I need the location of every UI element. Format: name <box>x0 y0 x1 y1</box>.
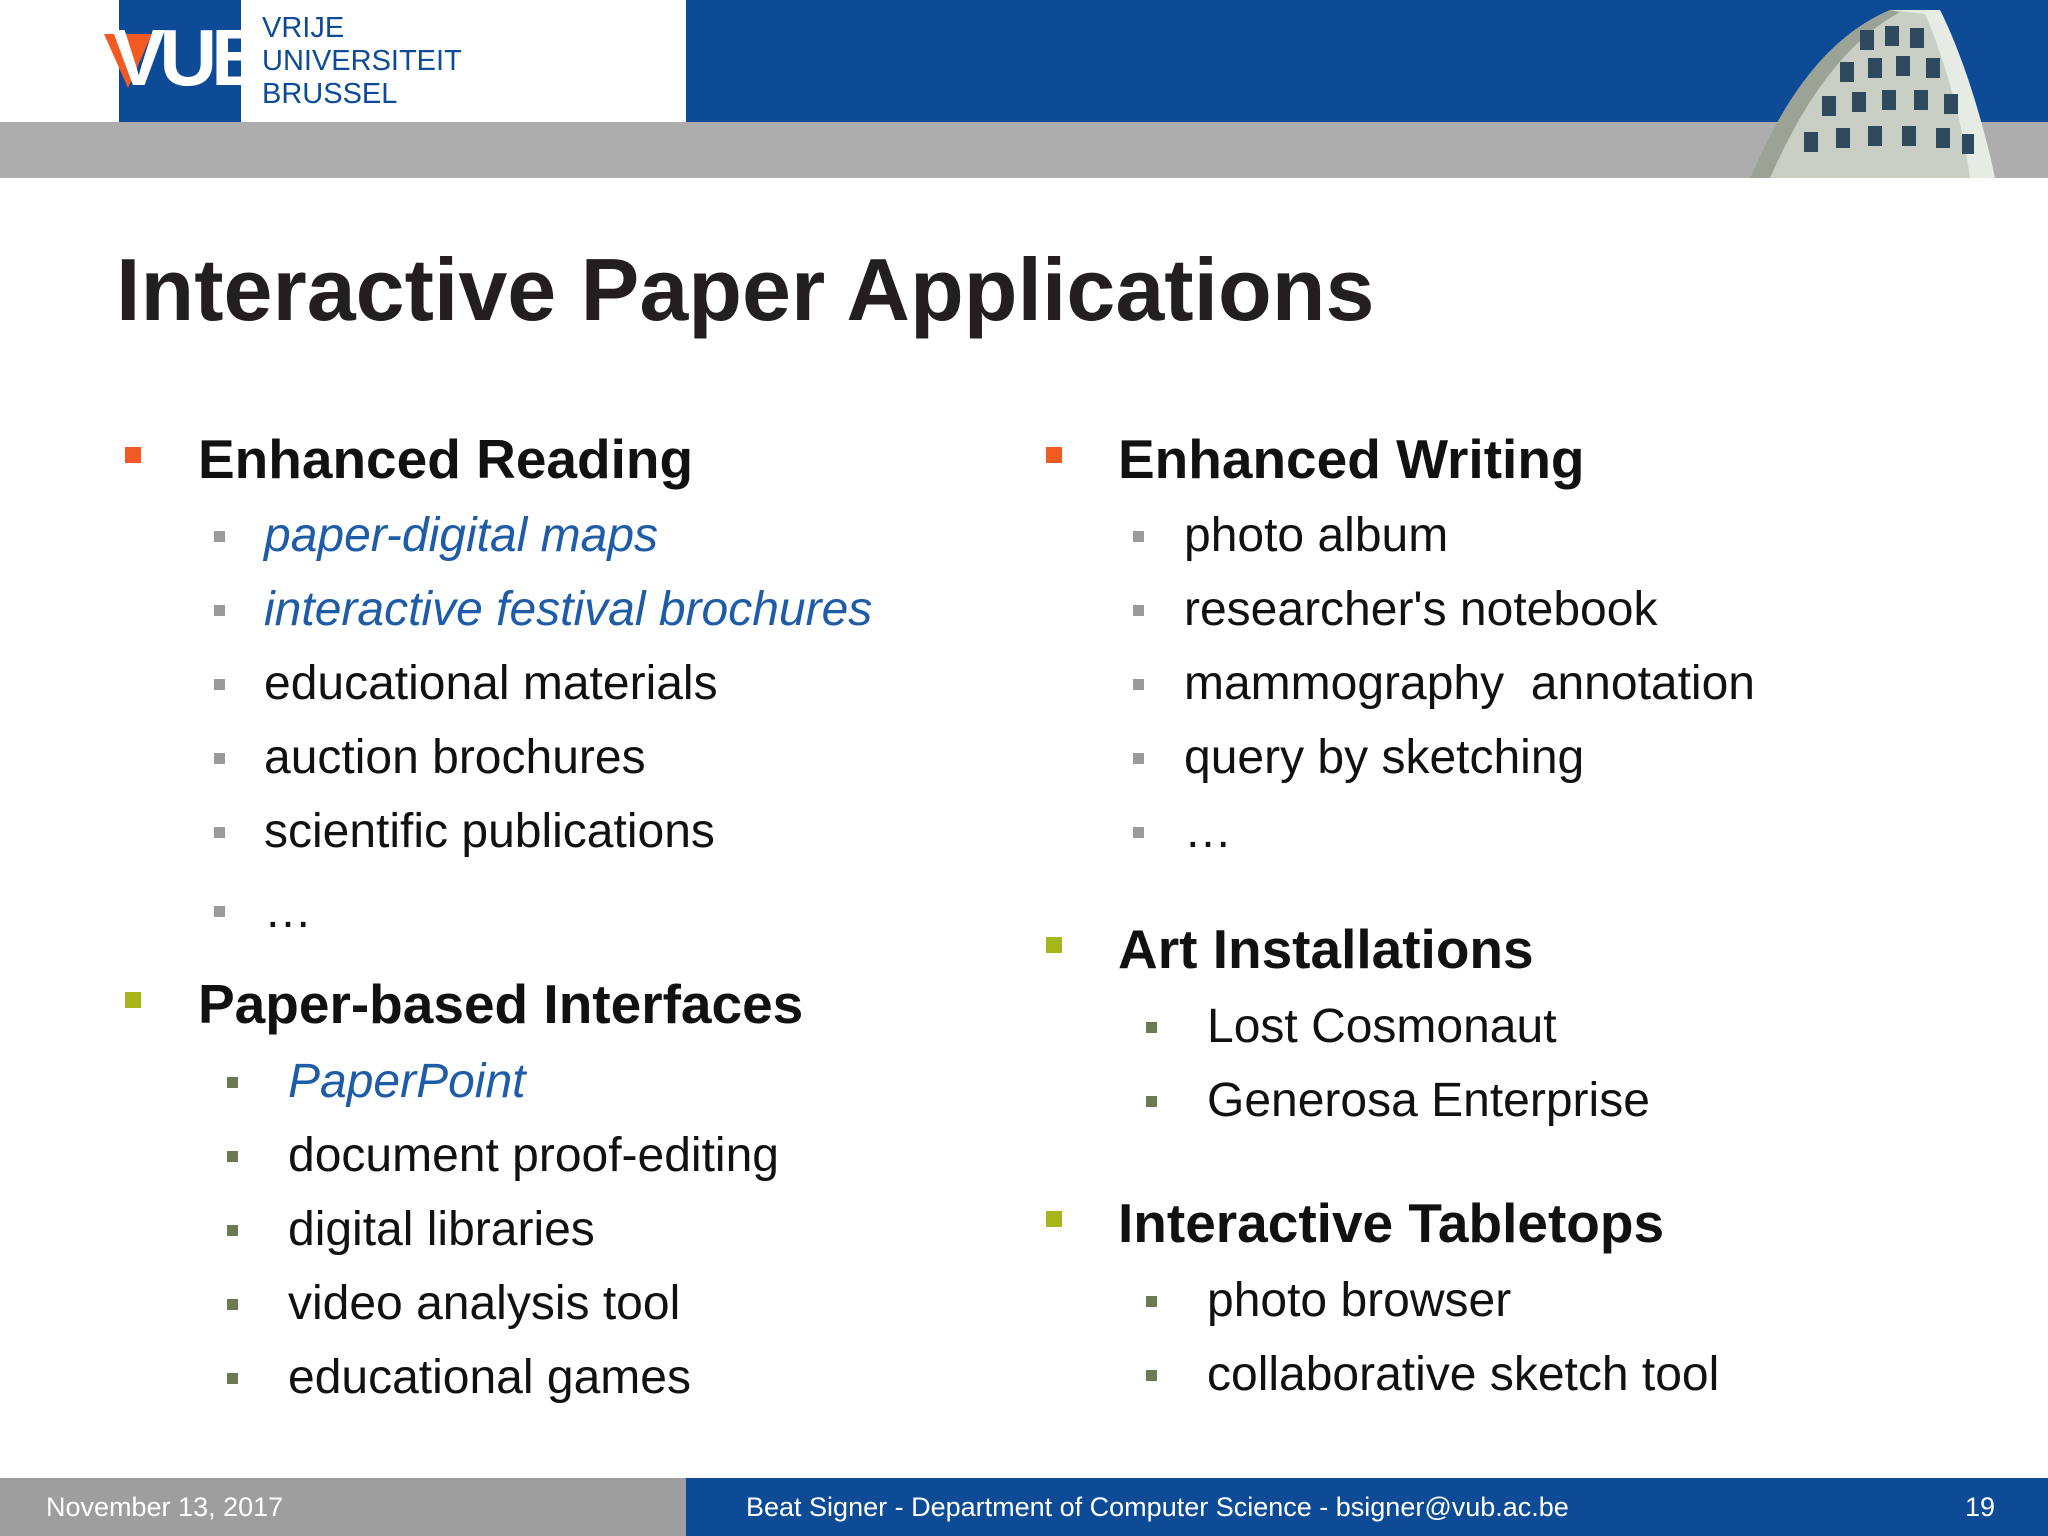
footer-date: November 13, 2017 <box>46 1492 284 1522</box>
link-paper-digital-maps[interactable]: paper-digital maps <box>264 509 659 562</box>
sub-bullet <box>1133 531 1144 542</box>
sub-bullet <box>227 1077 238 1088</box>
sub-bullet <box>1133 753 1144 764</box>
list-item: educational materials <box>264 657 718 710</box>
sub-bullet <box>1133 605 1144 616</box>
sub-bullet <box>1146 1296 1157 1307</box>
sub-bullet <box>214 827 225 838</box>
logo-line-2: UNIVERSITEIT <box>262 45 462 77</box>
heading-interactive-tabletops: Interactive Tabletops <box>1118 1192 1665 1254</box>
sub-bullet <box>1146 1096 1157 1107</box>
list-item: document proof-editing <box>288 1129 779 1182</box>
sub-bullet <box>214 679 225 690</box>
sub-bullet <box>214 753 225 764</box>
sub-bullet <box>227 1225 238 1236</box>
list-item: video analysis tool <box>288 1277 681 1330</box>
heading-paper-based-interfaces: Paper-based Interfaces <box>198 973 804 1035</box>
sub-bullet <box>214 906 225 917</box>
logo-line-1: VRIJE <box>262 12 345 44</box>
list-item: photo album <box>1184 509 1449 562</box>
vub-logo <box>0 0 686 122</box>
bullet-green <box>1046 1211 1062 1227</box>
sub-bullet <box>1133 827 1144 838</box>
list-item-ellipsis: … <box>1184 805 1232 858</box>
heading-enhanced-reading: Enhanced Reading <box>198 428 694 490</box>
slide-title: Interactive Paper Applications <box>116 240 1375 339</box>
sub-bullet <box>227 1151 238 1162</box>
list-item: photo browser <box>1207 1274 1512 1327</box>
sub-bullet <box>1146 1370 1157 1381</box>
list-item: researcher's notebook <box>1184 583 1658 636</box>
list-item: Lost Cosmonaut <box>1207 1000 1557 1053</box>
sub-bullet <box>1146 1022 1157 1033</box>
link-interactive-festival-brochures[interactable]: interactive festival brochures <box>264 583 873 636</box>
list-item: query by sketching <box>1184 731 1585 784</box>
sub-bullet <box>1133 679 1144 690</box>
bullet-green <box>1046 937 1062 953</box>
sub-bullet <box>214 605 225 616</box>
footer-page-number: 19 <box>1965 1492 1996 1522</box>
list-item-ellipsis: … <box>264 885 312 938</box>
link-paperpoint[interactable]: PaperPoint <box>288 1055 526 1108</box>
logo-wordmark <box>262 12 462 111</box>
sub-bullet <box>227 1299 238 1310</box>
bullet-orange <box>1046 447 1062 463</box>
list-item: mammography annotation <box>1184 657 1755 710</box>
sub-bullet <box>214 531 225 542</box>
logo-mark: VUB <box>112 13 263 102</box>
list-item: Generosa Enterprise <box>1207 1074 1650 1127</box>
heading-art-installations: Art Installations <box>1118 918 1534 980</box>
list-item: auction brochures <box>264 731 646 784</box>
heading-enhanced-writing: Enhanced Writing <box>1118 428 1585 490</box>
building-photo <box>1740 0 2010 178</box>
bullet-orange <box>125 447 141 463</box>
list-item: collaborative sketch tool <box>1207 1348 1720 1401</box>
list-item: educational games <box>288 1351 691 1404</box>
footer-author: Beat Signer - Department of Computer Science - bsigner@vub.ac.be <box>746 1492 1569 1522</box>
bullet-green <box>125 992 141 1008</box>
list-item: scientific publications <box>264 805 715 858</box>
logo-line-3: BRUSSEL <box>262 78 398 110</box>
list-item: digital libraries <box>288 1203 595 1256</box>
sub-bullet <box>227 1373 238 1384</box>
